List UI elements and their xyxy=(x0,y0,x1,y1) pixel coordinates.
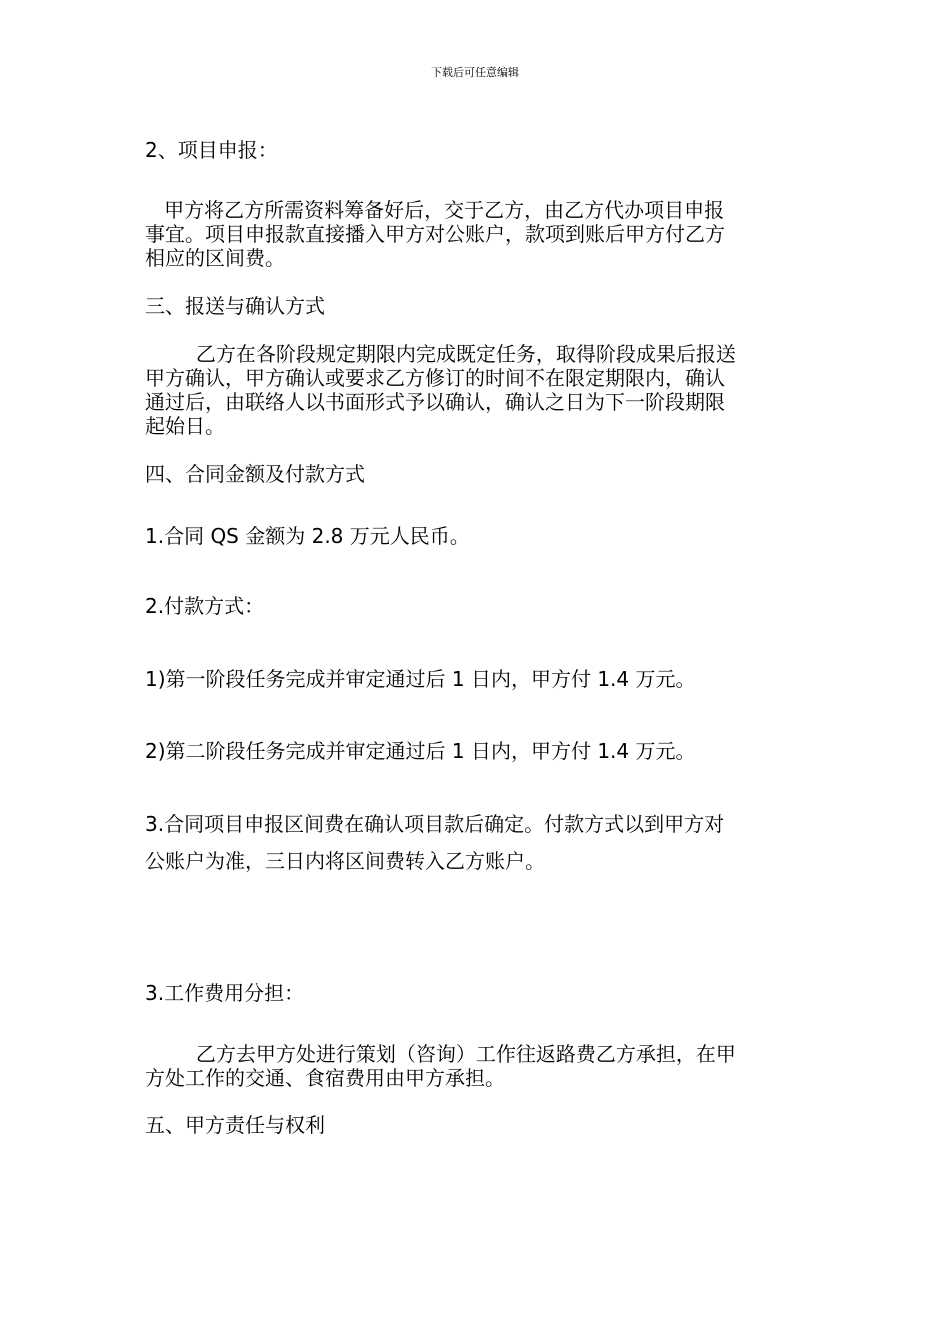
payment-method-heading: 2.付款方式： xyxy=(145,594,265,618)
paragraph-line: 公账户为准，三日内将区间费转入乙方账户。 xyxy=(145,849,545,873)
cost-sharing-heading: 3.工作费用分担： xyxy=(145,981,305,1005)
paragraph-line: 事宜。项目申报款直接播入甲方对公账户，款项到账后甲方付乙方 xyxy=(145,222,725,246)
paragraph-line: 3.合同项目申报区间费在确认项目款后确定。付款方式以到甲方对 xyxy=(145,812,725,836)
section-five-heading: 五、甲方责任与权利 xyxy=(145,1113,325,1137)
contract-amount-line: 1.合同 QS 金额为 2.8 万元人民币。 xyxy=(145,524,470,548)
paragraph-line: 甲方将乙方所需资料筹备好后，交于乙方，由乙方代办项目申报 xyxy=(145,198,725,222)
paragraph-line: 方处工作的交通、食宿费用由甲方承担。 xyxy=(145,1066,505,1090)
section-project-application-heading: 2、项目申报： xyxy=(145,138,278,162)
paragraph-line: 起始日。 xyxy=(145,414,225,438)
paragraph-line: 相应的区间费。 xyxy=(145,246,285,270)
paragraph-line: 乙方去甲方处进行策划（咨询）工作往返路费乙方承担，在甲 xyxy=(145,1042,736,1066)
paragraph-line: 甲方确认，甲方确认或要求乙方修订的时间不在限定期限内，确认 xyxy=(145,366,725,390)
payment-stage-two: 2)第二阶段任务完成并审定通过后 1 日内，甲方付 1.4 万元。 xyxy=(145,739,696,763)
payment-stage-one: 1)第一阶段任务完成并审定通过后 1 日内，甲方付 1.4 万元。 xyxy=(145,667,696,691)
section-four-heading: 四、合同金额及付款方式 xyxy=(145,462,365,486)
paragraph-line: 通过后，由联络人以书面形式予以确认，确认之日为下一阶段期限 xyxy=(145,390,725,414)
section-three-heading: 三、报送与确认方式 xyxy=(145,294,325,318)
page-header: 下载后可任意编辑 xyxy=(431,66,519,79)
paragraph-line: 乙方在各阶段规定期限内完成既定任务，取得阶段成果后报送 xyxy=(145,342,736,366)
